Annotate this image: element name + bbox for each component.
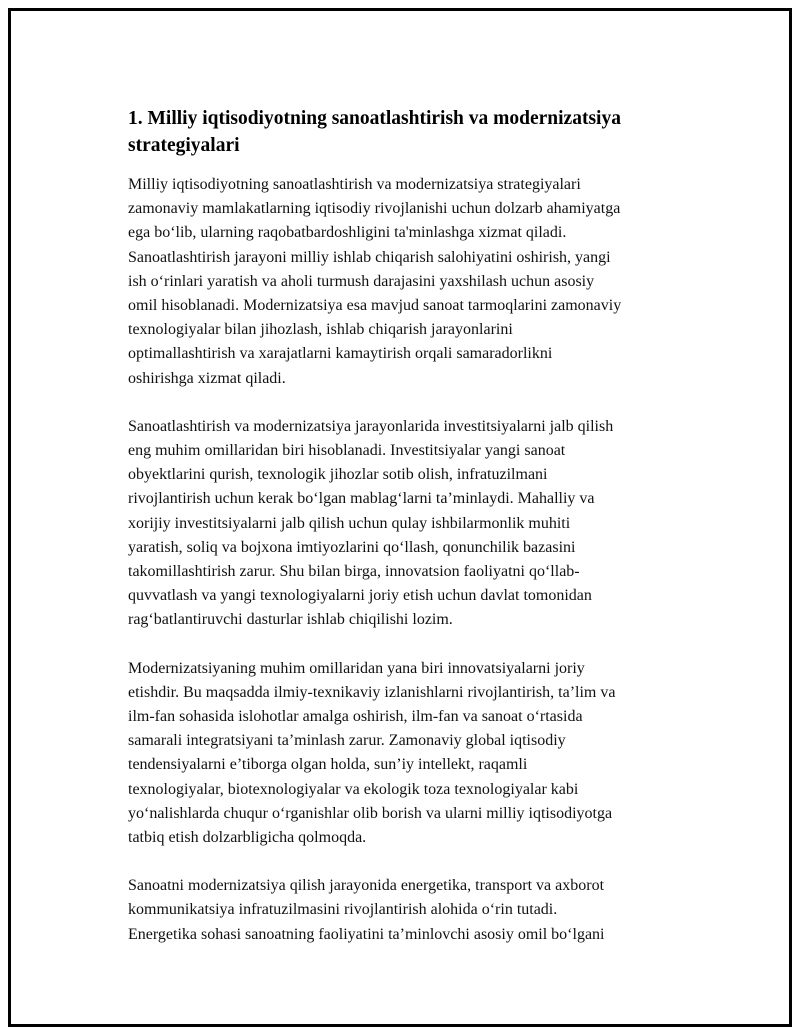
document-body [128, 105, 698, 971]
paragraph-2: Sanoatlashtirish va modernizatsiya jarayonlarida investitsiyalarni jalb qilish eng muhim omillaridan biri hisoblanadi. Investitsiyalar yangi sanoat obyektlarini qurish, texnologik jihozlar sotib olish, infratuzilmani rivojlantirish uchun kerak bo‘lgan mablag‘larni ta’minlaydi. Mahalliy va xorijiy investitsiyalarni jalb qilish uchun qulay ishbilarmonlik muhiti yaratish, soliq va bojxona imtiyozlarini qo‘llash, qonunchilik bazasini takomillashtirish zarur. Shu bilan birga, innovatsion faoliyatni qo‘llab- quvvatlash va yangi texnologiyalarni joriy etish uchun davlat tomonidan rag‘batlantiruvchi dasturlar ishlab chiqilishi lozim. [128, 417, 614, 629]
paragraph-4: Sanoatni modernizatsiya qilish jarayonida energetika, transport va axborot kommunikatsiya infratuzilmasini rivojlantirish alohida o‘rin tutadi. Energetika sohasi sanoatning faoliyatini ta’minlovchi asosiy omil bo‘lgani [128, 877, 605, 943]
paragraph-3: Modernizatsiyaning muhim omillaridan yana biri innovatsiyalarni joriy etishdir. Bu maqsadda ilmiy-texnikaviy izlanishlarni rivojlantirish, ta’lim va ilm-fan sohasida islohotlar amalga oshirish, ilm-fan va sanoat o‘rtasida samarali integratsiyani ta’minlash zarur. Zamonaviy global iqtisodiy tendensiyalarni e’tiborga olgan holda, sun’iy intellekt, raqamli texnologiyalar, biotexnologiyalar va ekologik toza texnologiyalar kabi yo‘nalishlarda chuqur o‘rganishlar olib borish va ularni milliy iqtisodiyotga tatbiq etish dolzarbligicha qolmoqda. [128, 659, 616, 847]
section-title: 1. Milliy iqtisodiyotning sanoatlashtirish va modernizatsiya strategiyalari [128, 108, 621, 156]
page-frame [8, 8, 792, 1027]
paragraph-1: Milliy iqtisodiyotning sanoatlashtirish va modernizatsiya strategiyalari zamonaviy mamlakatlarning iqtisodiy rivojlanishi uchun dolzarb ahamiyatga ega bo‘lib, ularning raqobatbardoshligini ta'minlashga xizmat qiladi. Sanoatlashtirish jarayoni milliy ishlab chiqarish salohiyatini oshirish, yangi ish o‘rinlari yaratish va aholi turmush darajasini yaxshilash uchun asosiy omil hisoblanadi. Modernizatsiya esa mavjud sanoat tarmoqlarini zamonaviy texnologiyalar bilan jihozlash, ishlab chiqarish jarayonlarini optimallashtirish va xarajatlarni kamaytirish orqali samaradorlikni oshirishga xizmat qiladi. [128, 176, 622, 387]
